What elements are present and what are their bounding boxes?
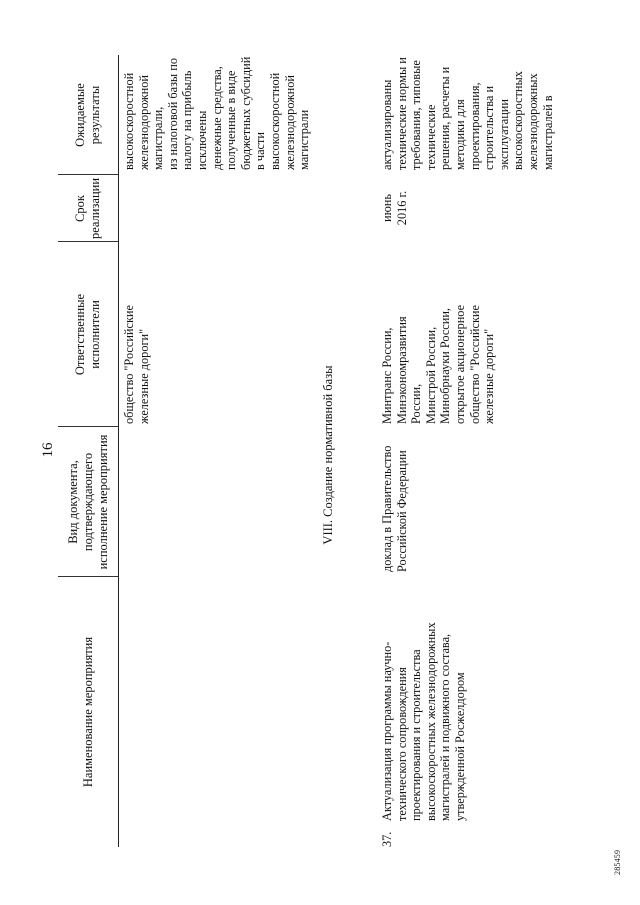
text-line: доклад в Правительство	[380, 445, 394, 572]
text-line: Актуализация программы научно-	[380, 641, 394, 821]
text-line: общество "Российские	[467, 305, 482, 424]
text-line: решения, расчеты и	[438, 66, 453, 170]
text-line: июнь	[380, 194, 394, 222]
text-line: бюджетных субсидий	[238, 56, 253, 170]
header-deadline	[58, 175, 118, 242]
header-line: результаты	[88, 85, 102, 145]
text-line: проектирования,	[467, 82, 482, 170]
header-line: Ответственные	[73, 293, 87, 376]
text-line: железные дороги"	[136, 328, 151, 424]
text-line: Минстрой России,	[423, 326, 438, 424]
text-line: требования, типовые	[409, 60, 424, 170]
row-results	[380, 10, 555, 170]
header-text	[73, 294, 103, 375]
text-line: исключены	[194, 110, 209, 170]
page-number: 16	[40, 442, 56, 458]
text-line: железные дороги"	[482, 328, 497, 424]
text-line: Российской Федерации	[394, 450, 409, 572]
row-event-name	[380, 591, 468, 821]
text-line: Минтранс России,	[380, 327, 394, 424]
continuation-results	[122, 10, 312, 170]
text-line: высокоскоростной	[267, 72, 282, 170]
continuation-executors	[122, 244, 151, 424]
header-line: Срок	[73, 195, 87, 222]
text-line: открытое акционерное	[452, 304, 467, 424]
text-line: технические	[423, 104, 438, 170]
header-text	[73, 178, 103, 239]
text-line: технические нормы и	[394, 57, 409, 170]
text-line: магистрали	[297, 109, 312, 170]
header-line: подтверждающего	[80, 452, 95, 552]
header-line: исполнение мероприятия	[95, 434, 110, 570]
text-line: 2016 г.	[394, 190, 409, 226]
header-line: Наименование мероприятия	[80, 636, 95, 788]
text-line: высокоскоростных	[511, 71, 526, 170]
text-line: эксплуатации	[496, 99, 511, 170]
header-text	[73, 83, 103, 147]
text-line: актуализированы	[380, 79, 394, 170]
section-heading: VIII. Создание нормативной базы	[321, 365, 335, 545]
text-line: строительства и	[482, 85, 497, 170]
document-id: 285459	[613, 849, 622, 875]
header-line: Ожидаемые	[73, 83, 87, 147]
text-line: технического сопровождения	[394, 667, 409, 821]
text-line: России,	[409, 383, 424, 424]
text-line: утвержденной Росжелдором	[452, 672, 467, 821]
text-line: методики для	[452, 99, 467, 170]
header-executors	[58, 242, 118, 427]
text-line: из налоговой базы по	[165, 58, 180, 170]
row-executors	[380, 244, 497, 424]
text-line: магистралей в	[540, 95, 555, 170]
row-document-type	[380, 427, 409, 572]
header-line: исполнители	[88, 300, 102, 369]
text-line: магистралей и подвижного состава,	[438, 633, 453, 821]
header-line: реализации	[88, 177, 102, 240]
header-text	[81, 637, 96, 787]
text-line: железнодорожной	[136, 75, 151, 170]
header-rule	[118, 55, 119, 847]
text-line: Минобрнауки России,	[438, 308, 453, 424]
row-deadline	[380, 177, 409, 239]
text-line: в части	[253, 132, 268, 170]
text-line: денежные средства,	[209, 66, 224, 170]
header-results	[58, 55, 118, 175]
text-line: налогу на прибыль	[180, 70, 195, 170]
header-line: Вид документа,	[65, 460, 80, 544]
text-line: проектирования и строительства	[409, 649, 424, 821]
text-line: железнодорожных	[525, 73, 540, 170]
text-line: магистрали,	[151, 106, 166, 170]
text-line: общество "Российские	[122, 305, 136, 424]
text-line: Минэкономразвития	[394, 316, 409, 424]
row-number: 37.	[380, 831, 394, 847]
text-line: высокоскоростной	[122, 72, 136, 170]
text-line: железнодорожной	[282, 75, 297, 170]
header-document-type	[58, 427, 118, 577]
header-event-name	[58, 577, 118, 847]
text-line: полученные в виде	[224, 70, 239, 170]
header-text	[66, 435, 111, 570]
text-line: высокоскоростных железнодорожных	[423, 622, 438, 821]
